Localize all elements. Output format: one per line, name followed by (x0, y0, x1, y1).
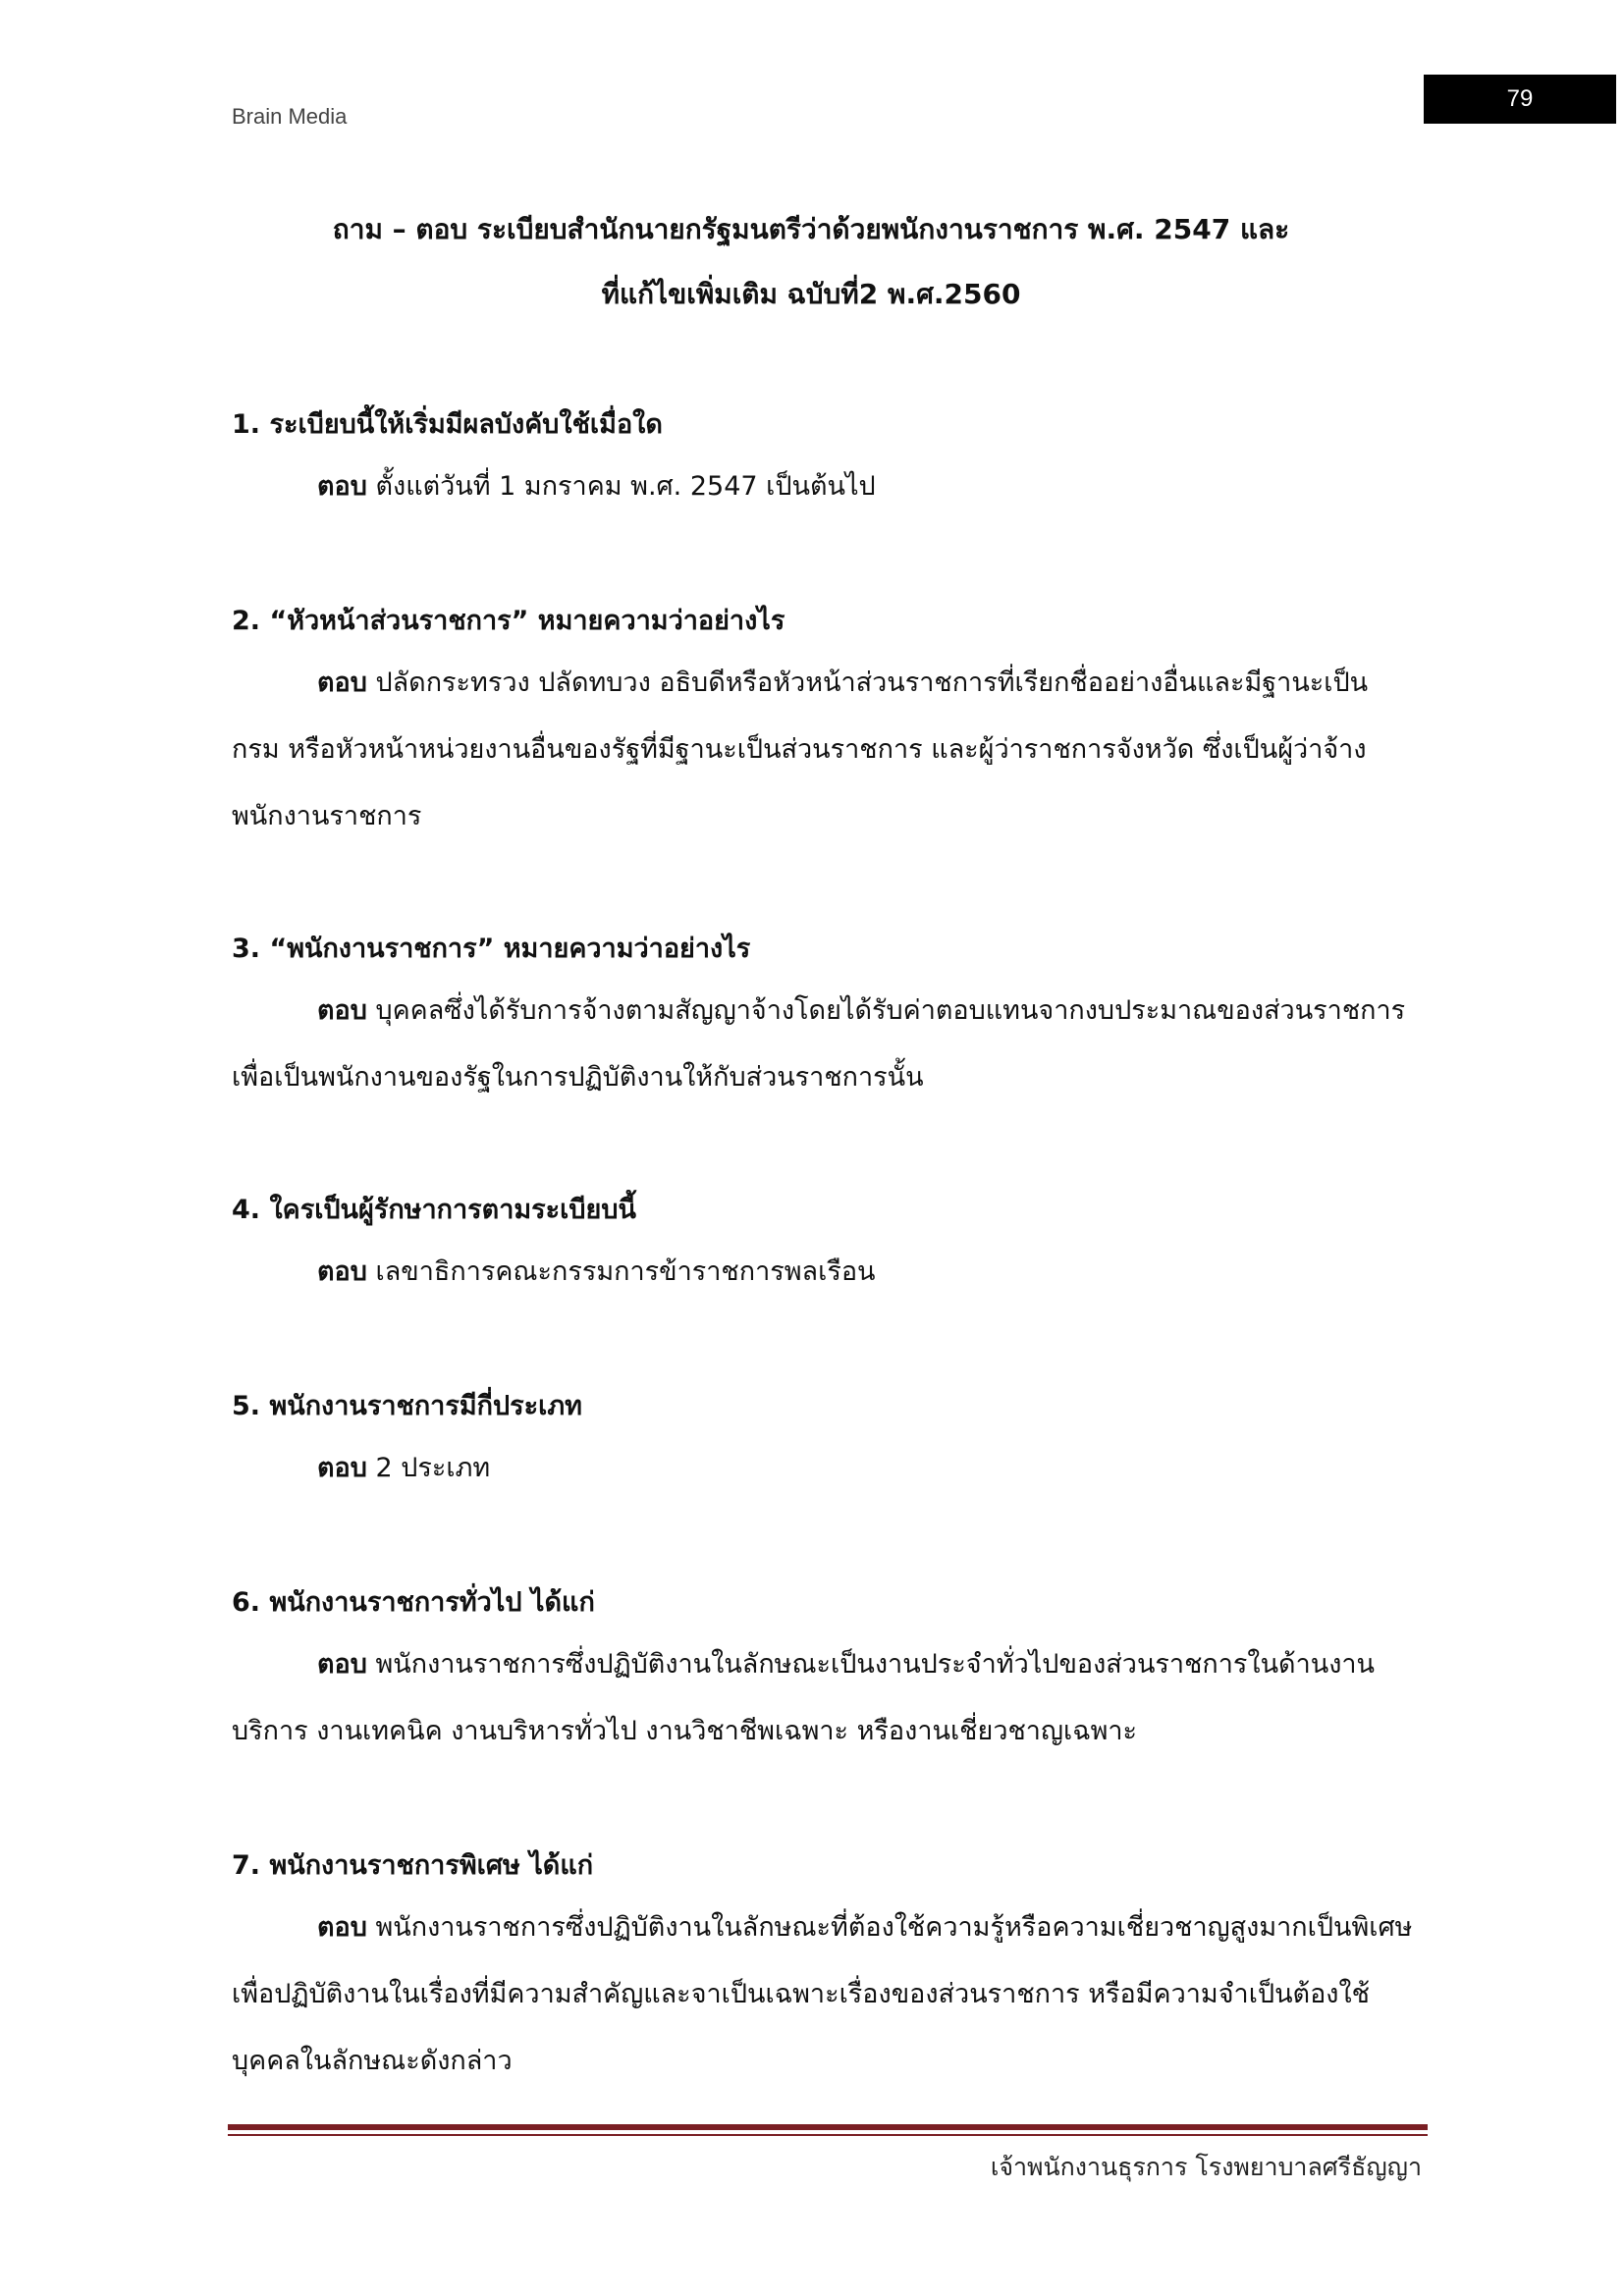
answer-line: กรม หรือหัวหน้าหน่วยงานอื่นของรัฐที่มีฐานะเป็นส่วนราชการ และผู้ว่าราชการจังหวัด ซึ่งเป็นผู้ว่าจ้าง (232, 734, 1367, 765)
question-4: 4. ใครเป็นผู้รักษาการตามระเบียบนี้ (232, 1195, 636, 1225)
answer-line: พนักงานราชการ (232, 801, 422, 831)
answer-line (232, 454, 1420, 520)
answer-line (232, 650, 1420, 717)
answer-line: เพื่อเป็นพนักงานของรัฐในการปฏิบัติงานให้กับส่วนราชการนั้น (232, 1062, 924, 1093)
answer-line (232, 1631, 1420, 1698)
question-6: 6. พนักงานราชการทั่วไป ได้แก่ (232, 1587, 595, 1618)
answer-line (232, 1435, 1420, 1502)
question-7: 7. พนักงานราชการพิเศษ ได้แก่ (232, 1850, 594, 1881)
question-1: 1. ระเบียบนี้ให้เริ่มมีผลบังคับใช้เมื่อใด (232, 409, 663, 440)
answer-label: ตอบ (317, 1912, 367, 1943)
answer-line: บุคคลในลักษณะดังกล่าว (232, 2046, 513, 2076)
footer-text: เจ้าพนักงานธุรการ โรงพยาบาลศรีธัญญา (990, 2153, 1422, 2181)
answer-5 (232, 1435, 1420, 1502)
answer-text: พนักงานราชการซึ่งปฏิบัติงานในลักษณะที่ต้องใช้ความรู้หรือความเชี่ยวชาญสูงมากเป็นพิเศษ (375, 1912, 1413, 1943)
brand-name: Brain Media (232, 104, 348, 129)
question-2: 2. “หัวหน้าส่วนราชการ” หมายความว่าอย่างไร (232, 606, 785, 636)
answer-label: ตอบ (317, 1649, 367, 1680)
question-3: 3. “พนักงานราชการ” หมายความว่าอย่างไร (232, 934, 751, 964)
footer-divider-thick (228, 2124, 1428, 2130)
answer-text: ปลัดกระทรวง ปลัดทบวง อธิบดีหรือหัวหน้าส่วนราชการที่เรียกชื่ออย่างอื่นและมีฐานะเป็น (375, 667, 1369, 698)
answer-4 (232, 1239, 1420, 1306)
answer-text: 2 ประเภท (375, 1453, 491, 1483)
answer-label: ตอบ (317, 995, 367, 1026)
question-5: 5. พนักงานราชการมีกี่ประเภท (232, 1391, 582, 1421)
answer-6 (232, 1631, 1420, 1765)
answer-label: ตอบ (317, 1453, 367, 1483)
answer-7 (232, 1895, 1420, 2095)
page-number: 79 (1424, 75, 1616, 124)
answer-line: เพื่อปฏิบัติงานในเรื่องที่มีความสำคัญและจาเป็นเฉพาะเรื่องของส่วนราชการ หรือมีความจำเป็นต้องใช้ (232, 1979, 1370, 2009)
answer-line: บริการ งานเทคนิค งานบริหารทั่วไป งานวิชาชีพเฉพาะ หรืองานเชี่ยวชาญเฉพาะ (232, 1716, 1138, 1746)
answer-label: ตอบ (317, 471, 367, 502)
document-title-line-1: ถาม – ตอบ ระเบียบสำนักนายกรัฐมนตรีว่าด้วยพนักงานราชการ พ.ศ. 2547 และ (332, 213, 1290, 245)
answer-line (232, 1895, 1420, 1961)
answer-3 (232, 978, 1420, 1111)
answer-line (232, 978, 1420, 1044)
answer-label: ตอบ (317, 1256, 367, 1287)
footer-divider-thin (228, 2134, 1428, 2136)
answer-text: บุคคลซึ่งได้รับการจ้างตามสัญญาจ้างโดยได้รับค่าตอบแทนจากงบประมาณของส่วนราชการ (375, 995, 1406, 1026)
answer-line (232, 1239, 1420, 1306)
answer-text: ตั้งแต่วันที่ 1 มกราคม พ.ศ. 2547 เป็นต้นไป (375, 471, 876, 502)
answer-1 (232, 454, 1420, 520)
document-title-line-2: ที่แก้ไขเพิ่มเติม ฉบับที่2 พ.ศ.2560 (601, 278, 1021, 310)
answer-2 (232, 650, 1420, 850)
answer-text: พนักงานราชการซึ่งปฏิบัติงานในลักษณะเป็นงานประจำทั่วไปของส่วนราชการในด้านงาน (375, 1649, 1375, 1680)
answer-text: เลขาธิการคณะกรรมการข้าราชการพลเรือน (375, 1256, 876, 1287)
answer-label: ตอบ (317, 667, 367, 698)
